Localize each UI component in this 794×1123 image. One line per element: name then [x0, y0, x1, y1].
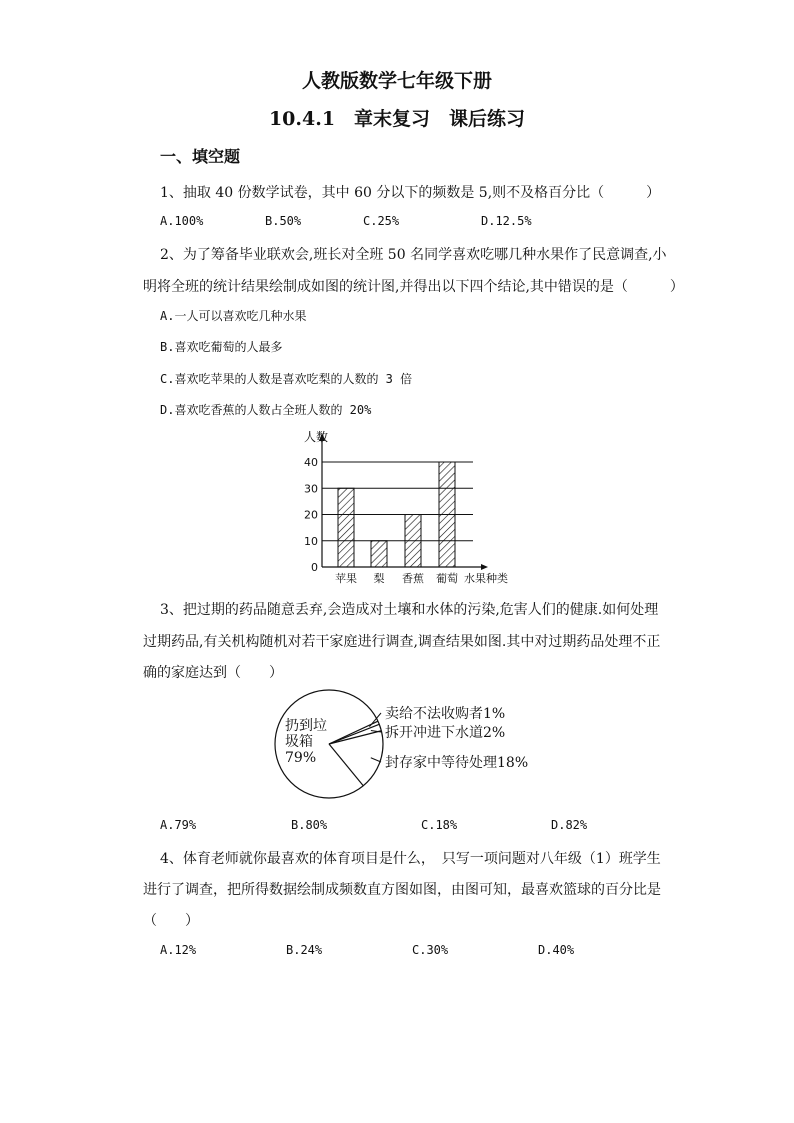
x-axis-title: 水果种类: [464, 572, 508, 585]
question-3-option-b: B.80%: [291, 818, 328, 832]
x-category-label: 苹果: [335, 572, 357, 585]
question-1-option-c: C.25%: [363, 214, 400, 228]
question-2-option-d: D.喜欢吃香蕉的人数占全班人数的 20%: [160, 403, 372, 417]
pie-slice-label: 封存家中等待处理18%: [385, 755, 529, 771]
question-3-stem-line-1: 3、把过期的药品随意丢弃,会造成对土壤和水体的污染,危害人们的健康.如何处理: [160, 602, 659, 618]
pie-main-label: 79%: [285, 750, 317, 766]
bar-2: [371, 541, 387, 567]
pie-callout-line: [371, 758, 381, 762]
pie-slice-label: 拆开冲进下水道2%: [385, 725, 506, 741]
question-1-option-b: B.50%: [265, 214, 302, 228]
question-4-option-b: B.24%: [286, 943, 323, 957]
question-2-option-a: A.一人可以喜欢吃几种水果: [160, 309, 307, 323]
question-4-option-a: A.12%: [160, 943, 197, 957]
question-3-option-d: D.82%: [551, 818, 588, 832]
question-4-stem-line-2: 进行了调查，把所得数据绘制成频数直方图如图，由图可知，最喜欢篮球的百分比是: [143, 882, 661, 898]
x-category-label: 香蕉: [402, 572, 424, 585]
y-tick-label: 30: [304, 482, 318, 496]
question-3-option-c: C.18%: [421, 818, 458, 832]
y-tick-label: 20: [304, 508, 318, 522]
y-tick-label: 40: [304, 456, 318, 469]
question-1-stem-line-1: 1、抽取 40 份数学试卷，其中 60 分以下的频数是 5,则不及格百分比（ ）: [160, 185, 661, 201]
medicine-pie-chart: [265, 685, 555, 805]
question-2-stem-line-2: 明将全班的统计结果绘制成如图的统计图,并得出以下四个结论,其中错误的是（ ）: [143, 279, 684, 295]
question-4-stem-line-3: （ ）: [143, 913, 199, 929]
question-2-option-c: C.喜欢吃苹果的人数是喜欢吃梨的人数的 3 倍: [160, 372, 413, 386]
question-2-stem-line-1: 2、为了筹备毕业联欢会,班长对全班 50 名同学喜欢吃哪几种水果作了民意调查,小: [160, 247, 667, 263]
bar-3: [405, 515, 421, 568]
question-3-stem-line-2: 过期药品,有关机构随机对若干家庭进行调查,调查结果如图.其中对过期药品处理不正: [143, 634, 661, 650]
fruit-bar-chart: [290, 425, 530, 590]
pie-slice-boundary: [329, 744, 363, 786]
y-tick-label: 0: [311, 561, 318, 574]
question-2-option-b: B.喜欢吃葡萄的人最多: [160, 340, 283, 354]
section-title: 一、填空题: [160, 147, 241, 166]
x-category-label: 葡萄: [436, 572, 458, 585]
pie-slice-boundary: [329, 731, 381, 744]
question-4-option-c: C.30%: [412, 943, 449, 957]
question-4-stem-line-1: 4、体育老师就你最喜欢的体育项目是什么， 只写一项问题对八年级（1）班学生: [160, 851, 661, 867]
bar-4: [439, 462, 455, 567]
pie-main-label: 圾箱: [285, 734, 313, 750]
bar-1: [338, 488, 354, 567]
pie-main-label: 扔到垃: [285, 718, 327, 734]
y-tick-label: 10: [304, 534, 318, 548]
y-axis-title: 人数: [304, 430, 329, 444]
x-axis-arrow: [481, 564, 488, 570]
question-1-option-d: D.12.5%: [481, 214, 532, 228]
question-3-stem-line-3: 确的家庭达到（ ）: [143, 665, 283, 681]
question-3-option-a: A.79%: [160, 818, 197, 832]
x-category-label: 梨: [373, 572, 385, 585]
question-4-option-d: D.40%: [538, 943, 575, 957]
pie-slice-boundary: [329, 724, 379, 744]
document-title: 人教版数学七年级下册: [301, 70, 492, 92]
pie-slice-label: 卖给不法收购者1%: [385, 706, 506, 722]
document-subtitle: 10.4.1 章末复习 课后练习: [268, 108, 526, 130]
question-1-option-a: A.100%: [160, 214, 204, 228]
